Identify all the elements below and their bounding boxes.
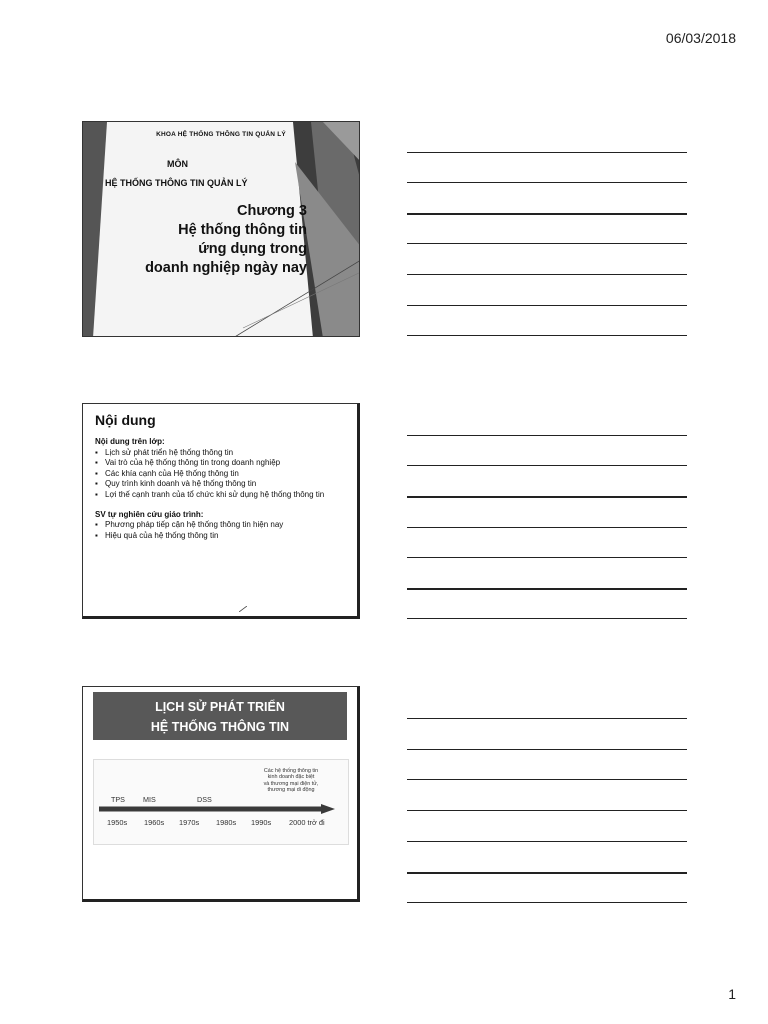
note-line bbox=[407, 182, 687, 183]
timeline-year: 1990s bbox=[251, 818, 272, 827]
timeline-system-label: TPS bbox=[111, 795, 125, 804]
list-item: ▪ Các khía cạnh của Hệ thống thông tin bbox=[95, 469, 345, 480]
note-line bbox=[407, 496, 687, 498]
note-line-text: kinh doanh đặc biệt bbox=[267, 774, 315, 781]
timeline-year: 1980s bbox=[216, 818, 237, 827]
note-line bbox=[407, 465, 687, 466]
banner-line: LỊCH SỬ PHÁT TRIỂN bbox=[155, 700, 285, 714]
slide-title-text: Nội dung bbox=[95, 412, 156, 428]
note-line bbox=[407, 213, 687, 215]
history-banner bbox=[93, 692, 347, 740]
note-line bbox=[407, 588, 687, 590]
note-line bbox=[407, 902, 687, 903]
list-item: ▪ Lịch sử phát triển hệ thống thông tin bbox=[95, 448, 345, 459]
note-line bbox=[407, 243, 687, 244]
timeline-year: 1970s bbox=[179, 818, 200, 827]
list-item: ▪ Phương pháp tiếp cận hệ thống thông tin hiện nay bbox=[95, 520, 345, 531]
note-line bbox=[407, 841, 687, 842]
note-line bbox=[407, 718, 687, 719]
self-study-heading: SV tự nghiên cứu giáo trình: bbox=[95, 509, 204, 519]
note-line bbox=[407, 557, 687, 558]
note-line bbox=[407, 152, 687, 153]
timeline-system-label: MIS bbox=[143, 795, 156, 804]
mon-label: MÔN bbox=[167, 159, 188, 169]
timeline-system-label: DSS bbox=[197, 795, 212, 804]
list-item: ▪ Vai trò của hệ thống thông tin trong doanh nghiệp bbox=[95, 458, 345, 469]
class-heading: Nội dung trên lớp: bbox=[95, 437, 165, 446]
chapter-line: doanh nghiệp ngày nay bbox=[145, 260, 307, 276]
note-line bbox=[407, 435, 687, 436]
class-list bbox=[95, 448, 345, 501]
note-line-text: Các hệ thống thông tin bbox=[263, 768, 319, 774]
note-line bbox=[407, 810, 687, 811]
chapter-title bbox=[145, 202, 307, 278]
slash-mark-icon bbox=[239, 606, 247, 612]
chapter-line: Hệ thống thông tin bbox=[178, 222, 307, 238]
timeline-year: 2000 trở đi bbox=[289, 818, 325, 827]
note-line bbox=[407, 527, 687, 528]
contents-body bbox=[95, 437, 345, 541]
list-item: ▪ Quy trình kinh doanh và hệ thống thông tin bbox=[95, 479, 345, 490]
timeline-note bbox=[243, 768, 339, 794]
note-line bbox=[407, 779, 687, 780]
slide-contents bbox=[82, 403, 360, 619]
note-line bbox=[407, 305, 687, 306]
note-line-text: và thương mại điện tử, bbox=[263, 780, 319, 787]
timeline-arrow bbox=[99, 804, 335, 814]
self-study-list bbox=[95, 520, 345, 541]
chapter-line: Chương 3 bbox=[237, 203, 307, 219]
note-line bbox=[407, 335, 687, 336]
list-item: ▪ Lợi thế cạnh tranh của tổ chức khi sử dụng hệ thống thông tin bbox=[95, 490, 345, 501]
chapter-line: ứng dụng trong bbox=[198, 241, 307, 257]
timeline-year: 1960s bbox=[144, 818, 165, 827]
note-line bbox=[407, 618, 687, 619]
list-item: ▪ Hiệu quả của hệ thống thông tin bbox=[95, 531, 345, 542]
page-number: 1 bbox=[728, 986, 736, 1002]
note-line bbox=[407, 749, 687, 750]
note-line-text: thương mại di động bbox=[267, 787, 315, 794]
slide-title bbox=[82, 121, 360, 337]
note-line bbox=[407, 274, 687, 275]
subject-name: HỆ THỐNG THÔNG TIN QUẢN LÝ bbox=[105, 178, 248, 188]
page-date: 06/03/2018 bbox=[665, 30, 736, 46]
note-line bbox=[407, 872, 687, 874]
department-name: KHOA HỆ THỐNG THÔNG TIN QUẢN LÝ bbox=[156, 131, 286, 138]
timeline-year: 1950s bbox=[107, 818, 128, 827]
banner-line: HỆ THỐNG THÔNG TIN bbox=[150, 720, 290, 734]
slide-history bbox=[82, 686, 360, 902]
